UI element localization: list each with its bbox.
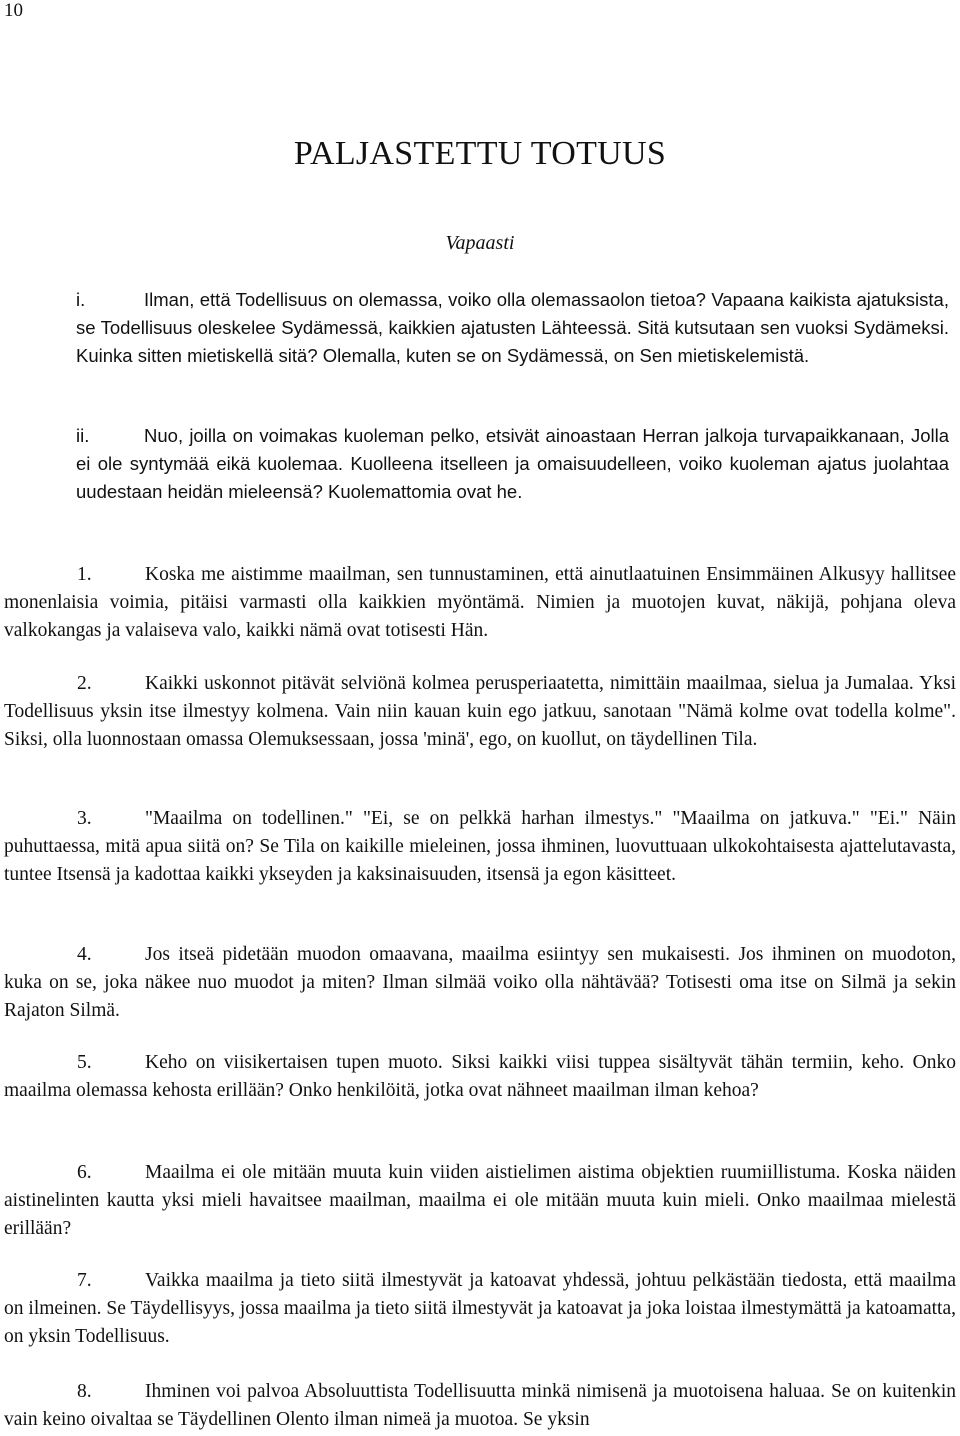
paragraph-number: 6.: [77, 1162, 92, 1183]
paragraph-text: "Maailma on todellinen." "Ei, se on pelkkä harhan ilmestys." "Maailma on jatkuva." "Ei." Näin puhuttaessa, mitä apua siitä on? Se Tila on kaikille mieleinen, jossa ihminen, luovuttuaan ulkokohtaisesta ajattelutavasta, tuntee Itsensä ja kadottaa kaikki ykseyden ja kaksinaisuuden, itsensä ja egon käsitteet.: [4, 808, 956, 885]
paragraph-number: 4.: [77, 944, 92, 965]
intro-verse-ii: [76, 422, 949, 506]
verse-text: Nuo, joilla on voimakas kuoleman pelko, etsivät ainoastaan Herran jalkoja turvapaikkanaan, Jolla ei ole syntymää eikä kuolemaa. Kuolleena itselleen ja omaisuudelleen, voiko kuoleman ajatus juolahtaa uudestaan heidän mieleensä? Kuolemattomia ovat he.: [76, 425, 949, 502]
page-title: PALJASTETTU TOTUUS: [293, 135, 667, 172]
page-number: 10: [4, 0, 23, 21]
paragraph-6: [4, 1159, 956, 1243]
paragraph-number: 3.: [77, 808, 92, 829]
paragraph-number: 8.: [77, 1381, 92, 1402]
paragraph-number: 7.: [77, 1270, 92, 1291]
paragraph-number: 2.: [77, 673, 92, 694]
paragraph-text: Ihminen voi palvoa Absoluuttista Todellisuutta minkä nimisenä ja muotoisena haluaa. Se on kuitenkin vain keino oivaltaa se Täydellinen Olento ilman nimeä ja muotoa. Se yksin: [4, 1381, 956, 1430]
intro-verse-i: [76, 286, 949, 370]
paragraph-2: [4, 670, 956, 754]
paragraph-text: Keho on viisikertaisen tupen muoto. Siksi kaikki viisi tuppea sisältyvät tähän termiin, keho. Onko maailma olemassa kehosta erillään? Onko henkilöitä, jotka ovat nähneet maailman ilman kehoa?: [4, 1052, 956, 1101]
page-subtitle: Vapaasti: [445, 232, 515, 254]
paragraph-text: Vaikka maailma ja tieto siitä ilmestyvät ja katoavat yhdessä, johtuu pelkästään tiedosta, että maailma on ilmeinen. Se Täydellisyys, jossa maailma ja tieto siitä ilmestyvät ja katoavat ja joka loistaa ilmestymättä ja katoamatta, on yksin Todellisuus.: [4, 1270, 956, 1347]
verse-number: i.: [76, 289, 86, 310]
verse-number: ii.: [76, 425, 90, 446]
paragraph-text: Jos itseä pidetään muodon omaavana, maailma esiintyy sen mukaisesti. Jos ihminen on muodoton, kuka on se, joka näkee nuo muodot ja miten? Ilman silmää voiko olla nähtävää? Totisesti oma itse on Silmä ja sekin Rajaton Silmä.: [4, 944, 956, 1021]
paragraph-text: Maailma ei ole mitään muuta kuin viiden aistielimen aistima objektien ruumiillistuma. Koska näiden aistinelinten kautta yksi mieli havaitsee maailman, maailma ei ole mitään muuta kuin mieli. Onko maailmaa mielestä erillään?: [4, 1162, 956, 1239]
paragraph-8: [4, 1378, 956, 1434]
paragraph-1: [4, 561, 956, 645]
paragraph-number: 1.: [77, 564, 92, 585]
paragraph-number: 5.: [77, 1052, 92, 1073]
verse-text: Ilman, että Todellisuus on olemassa, voiko olla olemassaolon tietoa? Vapaana kaikista ajatuksista, se Todellisuus oleskelee Sydämessä, kaikkien ajatusten Lähteessä. Sitä kutsutaan sen vuoksi Sydämeksi. Kuinka sitten mietiskellä sitä? Olemalla, kuten se on Sydämessä, on Sen mietiskelemistä.: [76, 289, 949, 366]
paragraph-3: [4, 805, 956, 889]
paragraph-text: Koska me aistimme maailman, sen tunnustaminen, että ainutlaatuinen Ensimmäinen Alkusyy hallitsee monenlaisia voimia, pitäisi varmasti olla kaikkien myöntämä. Nimien ja muotojen kuvat, näkijä, pohjana oleva valkokangas ja valaiseva valo, kaikki nämä ovat totisesti Hän.: [4, 564, 956, 641]
paragraph-4: [4, 941, 956, 1025]
paragraph-7: [4, 1267, 956, 1351]
paragraph-5: [4, 1049, 956, 1105]
paragraph-text: Kaikki uskonnot pitävät selviönä kolmea perusperiaatetta, nimittäin maailmaa, sielua ja Jumalaa. Yksi Todellisuus yksin itse ilmestyy kolmena. Vain niin kauan kuin ego jatkuu, sanotaan "Nämä kolme ovat todella kolme". Siksi, olla luonnostaan omassa Olemuksessaan, jossa 'minä', ego, on kuollut, on täydellinen Tila.: [4, 673, 956, 750]
